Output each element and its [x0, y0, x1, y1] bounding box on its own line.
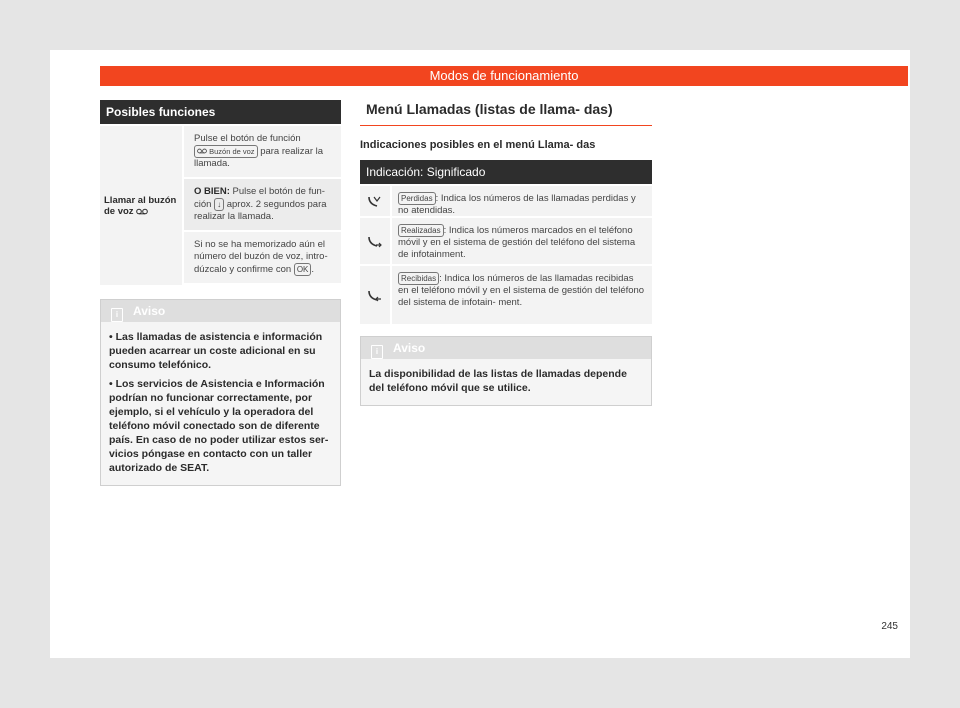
function-step-3: Si no se ha memorizado aún el número del buzón de voz, intro- dúzcalo y confirme con OK . — [184, 232, 341, 283]
info-icon: i — [371, 345, 383, 359]
function-step-1: Pulse el botón de función Buzón de voz para realizar la llamada. — [184, 126, 341, 177]
right-column — [360, 100, 652, 406]
missed-calls-key: Perdidas — [398, 192, 436, 205]
voicemail-icon — [197, 148, 207, 154]
functions-table — [100, 126, 341, 285]
table-row: Perdidas : Indica los números de las llamadas perdidas y no atendidas. — [360, 186, 652, 216]
dialed-calls-key: Realizadas — [398, 224, 444, 237]
alternative-label: O BIEN: — [194, 186, 230, 197]
missed-call-icon — [367, 194, 383, 208]
function-label: Llamar al buzón de voz — [104, 194, 177, 217]
section-subtitle: Indicaciones posibles en el menú Llama- das — [360, 139, 596, 151]
aviso-header: i Aviso — [101, 300, 340, 322]
aviso-box-left — [100, 299, 341, 486]
function-label-cell — [100, 126, 182, 285]
incoming-call-icon — [367, 288, 383, 302]
function-step-2: O BIEN: Pulse el botón de fun- ción ↓ aprox. 2 segundos para realizar la llamada. — [184, 179, 341, 230]
received-calls-key: Recibidas — [398, 272, 439, 285]
ok-key: OK — [294, 263, 312, 276]
voicemail-function-button: Buzón de voz — [194, 145, 258, 158]
table-row: Recibidas : Indica los números de las llamadas recibidas en el teléfono móvil y en el sistema de gestión del teléfono del sistema de infotain- ment. — [360, 266, 652, 324]
aviso-body — [101, 322, 340, 485]
page-number: 245 — [881, 621, 898, 632]
outgoing-call-icon — [367, 234, 383, 248]
aviso-bullet: • Los servicios de Asistencia e Información podrían no funcionar correctamente, por ejemplo, si el vehículo y la operadora del teléfono móvil conectado son de diferente país. En caso de no poder utilizar estos ser- vicios póngase en contacto con un taller autorizado de SEAT. — [109, 378, 329, 474]
info-icon: i — [111, 308, 123, 322]
manual-page — [50, 50, 910, 658]
voicemail-icon — [136, 208, 148, 215]
section-title: Menú Llamadas (listas de llama- das) — [360, 100, 652, 126]
aviso-body: La disponibilidad de las listas de llamadas depende del teléfono móvil que se utilice. — [369, 368, 627, 394]
aviso-box-right — [360, 336, 652, 406]
functions-table-header: Posibles funciones — [100, 100, 341, 124]
indications-table-header: Indicación: Significado — [360, 160, 652, 184]
aviso-header: i Aviso — [361, 337, 651, 359]
aviso-bullet: • Las llamadas de asistencia e información pueden acarrear un coste adicional en su consumo telefónico. — [109, 331, 323, 371]
table-row: Realizadas : Indica los números marcados en el teléfono móvil y en el sistema de gestión del teléfono del sistema de infotainment. — [360, 218, 652, 264]
left-column — [100, 100, 341, 486]
chapter-title: Modos de funcionamiento — [100, 66, 908, 86]
phone-key: ↓ — [214, 198, 224, 211]
